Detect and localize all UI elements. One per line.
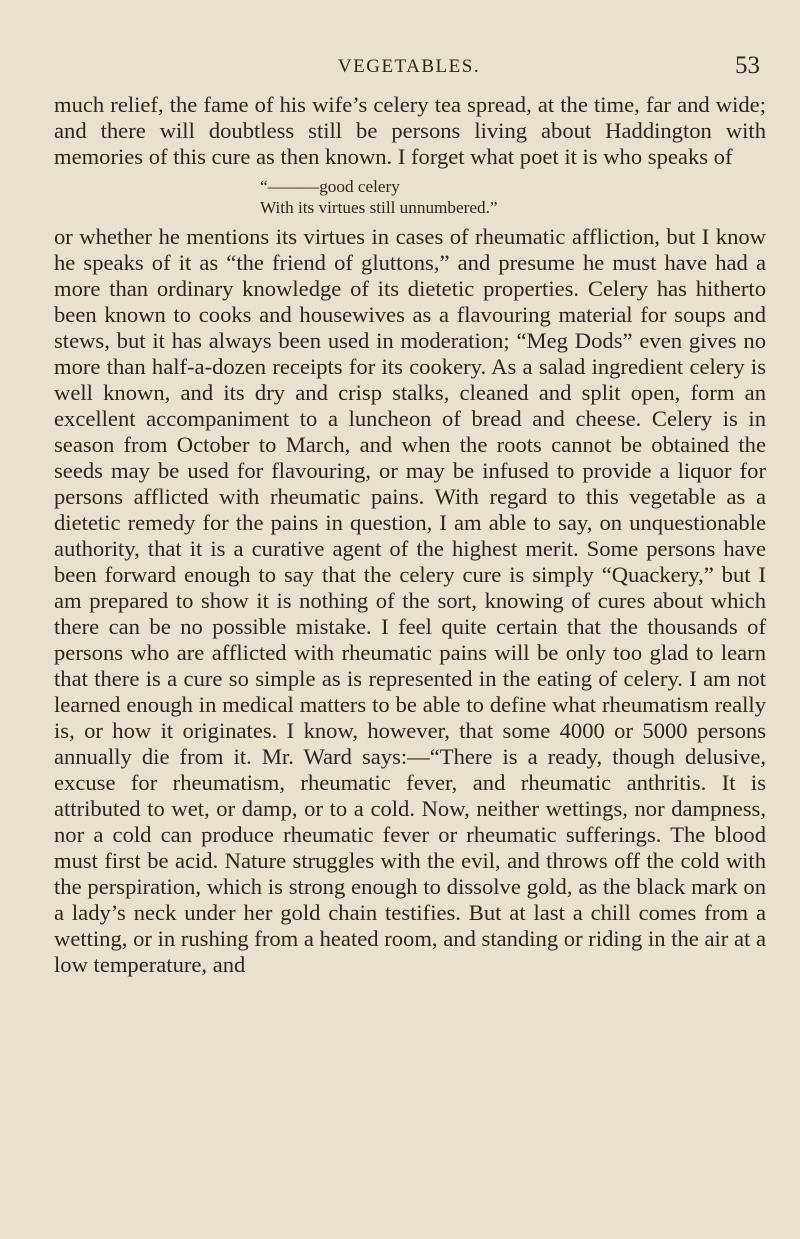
page-header: [54, 50, 764, 86]
page-number: 53: [735, 52, 760, 79]
paragraph-2: or whether he mentions its virtues in cases of rheumatic affliction, but I know he speaks of it as “the friend of gluttons,” and presume he must have had a more than ordinary knowledge of its dietetic properties. Celery has hitherto been known to cooks and housewives as a flavouring material for soups and stews, but it has always been used in moderation; “Meg Dods” even gives no more than half-a-dozen receipts for its cookery. As a salad ingredient celery is well known, and its dry and crisp stalks, cleaned and split open, form an excellent accompaniment to a luncheon of bread and cheese. Celery is in season from October to March, and when the roots cannot be obtained the seeds may be used for flavouring, or may be infused to provide a liquor for persons afflicted with rheumatic pains. With regard to this vegetable as a dietetic remedy for the pains in question, I am able to say, on unquestionable authority, that it is a curative agent of the highest merit. Some persons have been forward enough to say that the celery cure is simply “Quackery,” but I am prepared to show it is nothing of the sort, knowing of cures about which there can be no possible mistake. I feel quite certain that the thousands of persons who are afflicted with rheumatic pains will be only too glad to learn that there is a cure so simple as is represented in the eating of celery. I am not learned enough in medical matters to be able to define what rheumatism really is, or how it originates. I know, however, that some 4000 or 5000 persons annually die from it. Mr. Ward says:—“There is a ready, though delusive, excuse for rheumatism, rheumatic fever, and rheumatic anthritis. It is attributed to wet, or damp, or to a cold. Now, neither wettings, nor dampness, nor a cold can produce rheumatic fever or rheumatic sufferings. The blood must first be acid. Nature struggles with the evil, and throws off the cold with the perspiration, which is strong enough to dissolve gold, as the black mark on a lady’s neck under her gold chain testifies. But at last a chill comes from a wetting, or in rushing from a heated room, and standing or riding in the air at a low temperature, and: [54, 224, 766, 977]
paragraph-1: much relief, the fame of his wife’s celery tea spread, at the time, far and wide; and there will doubtless still be persons living about Haddington with memories of this cure as then known. I forget what poet it is who speaks of: [54, 92, 766, 169]
running-title: VEGETABLES.: [337, 56, 481, 77]
quote-line-2: With its virtues still unnumbered.”: [260, 198, 498, 217]
body-text: [54, 92, 766, 978]
quote-line-1: “———good celery: [260, 177, 400, 196]
verse-quotation: [54, 176, 766, 218]
